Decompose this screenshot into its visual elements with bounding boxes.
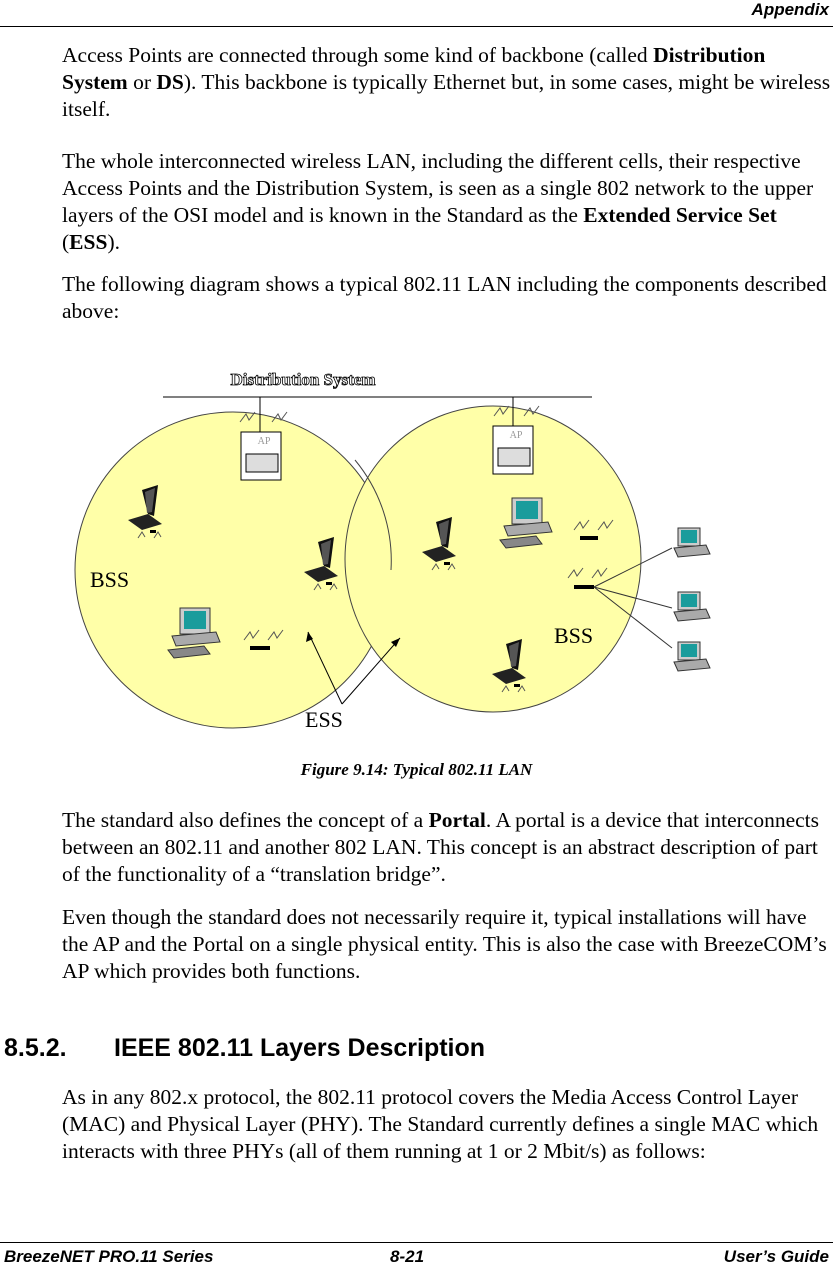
lan-diagram — [60, 340, 780, 740]
bold-term: Portal — [428, 808, 486, 832]
paragraph-installations: Even though the standard does not necessarily require it, typical installations will have the AP and the Portal on a single physical entity. This is also the case with BreezeCOM’s AP which provides both functions. — [62, 905, 827, 983]
portal-device — [574, 585, 594, 589]
paragraph-backbone — [62, 42, 833, 123]
text: Access Points are connected through some kind of backbone (called — [62, 43, 654, 67]
bss-label-left: BSS — [90, 567, 130, 592]
text: or — [127, 70, 157, 94]
page-header — [0, 0, 833, 27]
text: . A portal is a device that interconnects between an 802.11 and another 802 LAN. This concept is an abstract description of part of the functionality of a “translation bridge”. — [62, 808, 820, 886]
bold-term: ESS — [69, 230, 108, 254]
ess-label: ESS — [305, 707, 343, 732]
figure-caption: Figure 9.14: Typical 802.11 LAN — [300, 760, 533, 779]
text: The standard also defines the concept of a — [62, 808, 429, 832]
wired-pc-icon — [674, 642, 710, 671]
page-footer — [0, 1242, 833, 1270]
text: The whole interconnected wireless LAN, including the different cells, their respective Access Points and the Distribution System, is seen as a single 802 network to the upper layers of the OSI model and is known in the Standard as the — [62, 149, 814, 227]
paragraph-portal — [62, 807, 833, 888]
wired-pc-icon — [674, 528, 710, 557]
ap-label: AP — [509, 430, 523, 441]
paragraph-ess — [62, 148, 833, 256]
header-title: Appendix — [751, 0, 829, 19]
footer-page-number: 8-21 — [390, 1247, 425, 1266]
text: ). — [107, 230, 120, 254]
distribution-system-label: Distribution System — [230, 370, 376, 389]
section-title: IEEE 802.11 Layers Description — [114, 1034, 486, 1062]
text: ). This backbone is typically Ethernet but, in some cases, might be wireless itself. — [62, 70, 831, 121]
paragraph-layers: As in any 802.x protocol, the 802.11 protocol covers the Media Access Control Layer (MAC) and Physical Layer (PHY). The Standard currently defines a single MAC which interacts with three PHYs (all of them running at 1 or 2 Mbit/s) as follows: — [62, 1085, 819, 1163]
section-heading — [4, 1034, 485, 1063]
text: ( — [62, 230, 70, 254]
ap-label: AP — [257, 436, 271, 447]
bold-term: Extended Service Set — [583, 203, 777, 227]
section-number: 8.5.2. — [4, 1034, 67, 1062]
footer-series: BreezeNET PRO.11 Series — [4, 1247, 214, 1266]
bss-label-right: BSS — [554, 623, 594, 648]
footer-guide: User’s Guide — [723, 1247, 829, 1266]
paragraph-diagram-intro: The following diagram shows a typical 802.11 LAN including the components described above: — [62, 272, 827, 323]
bold-term: DS — [156, 70, 184, 94]
wired-pc-icon — [674, 592, 710, 621]
bold-term: Distribution System — [62, 43, 766, 94]
